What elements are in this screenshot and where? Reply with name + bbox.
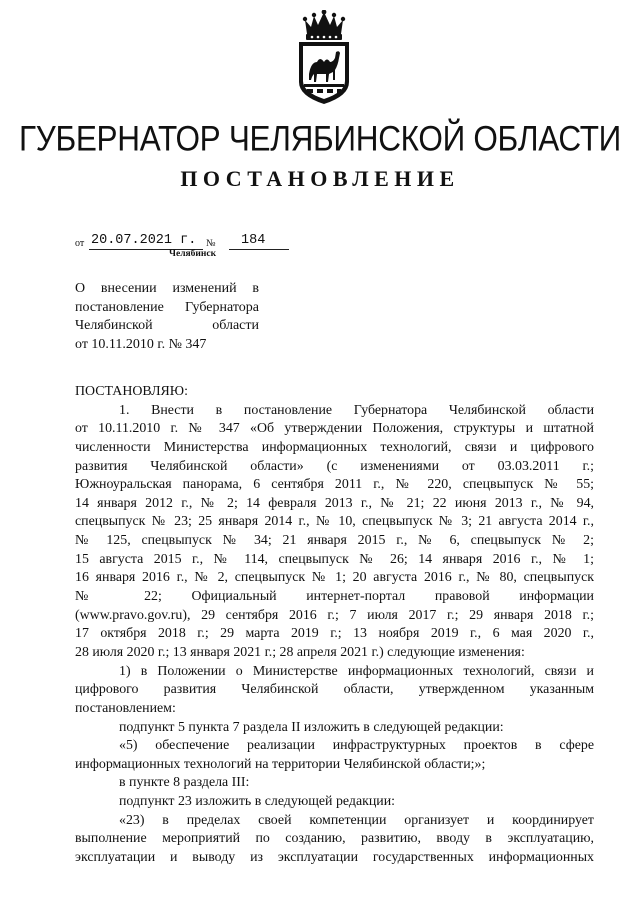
body-line: 14 января 2012 г., № 2; 14 февраля 2013 г., № 21; 22 июня 2013 г., № 94, — [75, 495, 594, 511]
body-line: 16 января 2016 г., № 2, спецвыпуск № 1; 20 августа 2016 г., № 80, спецвыпуск — [75, 570, 594, 586]
body-line: от 10.11.2010 г. № 347 «Об утверждении Положения, структуры и штатной — [75, 421, 594, 437]
subject-line: от 10.11.2010 г. № 347 — [75, 337, 207, 353]
body-line: развития Челябинской области» (с изменениями от 03.03.2011 г.; — [75, 458, 594, 474]
body-line: подпункт 5 пункта 7 раздела II изложить в следующей редакции: — [119, 719, 504, 735]
body-heading: ПОСТАНОВЛЯЮ: — [75, 384, 188, 399]
body-line: цифрового развития Челябинской области, утвержденном указанным — [75, 682, 594, 698]
subject-line: Челябинской области — [75, 318, 259, 334]
subject-line: постановление Губернатора — [75, 299, 259, 315]
body-line: информационных технологий на территории Челябинской области;»; — [75, 756, 486, 772]
body-line: «5) обеспечение реализации инфраструктурных проектов в сфере — [119, 738, 594, 754]
body-line: 1) в Положении о Министерстве информационных технологий, связи и — [119, 663, 594, 679]
date-prefix: от — [75, 238, 85, 249]
body-line: «23) в пределах своей компетенции организует и координирует — [119, 812, 594, 828]
number-prefix: № — [206, 238, 216, 249]
date-value: 20.07.2021 г. — [89, 233, 203, 250]
body-line: выполнение мероприятий по созданию, развитию, вводу в эксплуатацию, — [75, 831, 594, 847]
body-line: № 22; Официальный интернет-портал правовой информации — [75, 589, 594, 605]
document-type: ПОСТАНОВЛЕНИЕ — [180, 166, 460, 191]
body-line: (www.pravo.gov.ru), 29 сентября 2016 г.; 7 июля 2017 г.; 29 января 2018 г.; — [75, 607, 594, 623]
body-line: эксплуатации и выводу из эксплуатации государственных информационных — [75, 850, 594, 866]
document-subject — [75, 280, 259, 355]
page-title: ГУБЕРНАТОР ЧЕЛЯБИНСКОЙ ОБЛАСТИ — [18, 118, 622, 159]
city-label: Челябинск — [169, 249, 217, 259]
body-line: 28 июля 2020 г.; 13 января 2021 г.; 28 апреля 2021 г.) следующие изменения: — [75, 644, 525, 660]
body-line: постановлением: — [75, 700, 176, 716]
body-line: № 125, спецвыпуск № 34; 21 января 2015 г., № 6, спецвыпуск № 2; — [75, 533, 594, 549]
coat-of-arms-icon — [293, 10, 355, 106]
body-line: Южноуральская панорама, 6 сентября 2011 г., № 220, спецвыпуск № 55; — [75, 477, 594, 493]
body-line: численности Министерства информационных технологий, связи и цифрового — [75, 439, 594, 455]
body-line: спецвыпуск № 23; 25 января 2014 г., № 10, спецвыпуск № 3; 21 августа 2014 г., — [75, 514, 594, 530]
body-line: подпункт 23 изложить в следующей редакции: — [119, 794, 396, 810]
body-line: в пункте 8 раздела III: — [119, 775, 250, 791]
document-body — [75, 383, 594, 868]
body-line: 1. Внести в постановление Губернатора Челябинской области — [119, 402, 594, 418]
number-value: 184 — [229, 233, 289, 250]
body-line: 15 августа 2015 г., № 114, спецвыпуск № 26; 14 января 2016 г., № 1; — [75, 551, 594, 567]
body-line: 17 октября 2018 г.; 29 марта 2019 г.; 13 ноября 2019 г., 6 мая 2020 г., — [75, 626, 594, 642]
subject-line: О внесении изменений в — [75, 281, 259, 296]
